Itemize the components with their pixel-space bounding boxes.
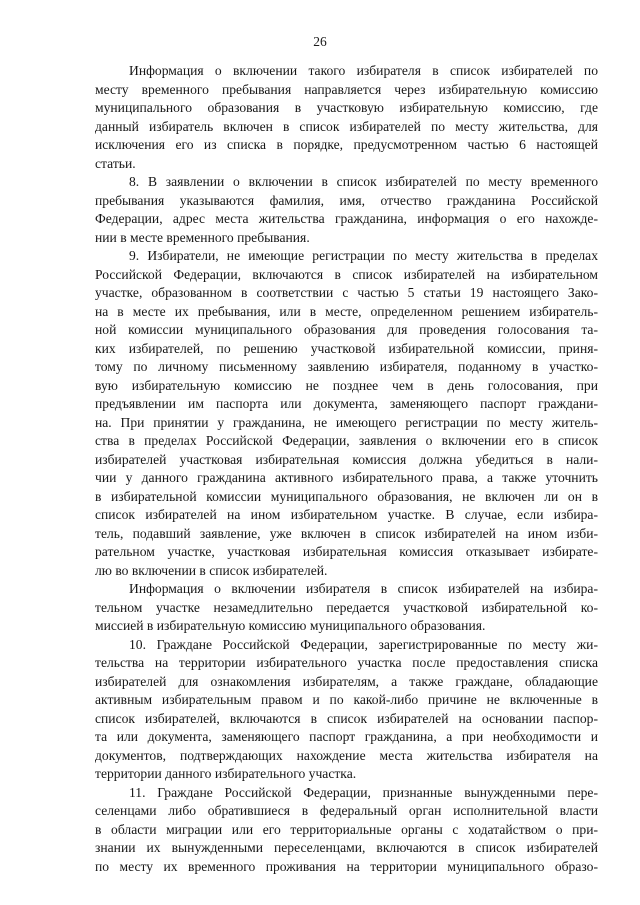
text-line: 8. В заявлении о включении в список избирателей по месту временного	[129, 174, 598, 189]
text-line: знании их вынужденными переселенцами, включаются в список избирателей	[95, 840, 598, 855]
text-line: чии у данного гражданина активного избирательного права, а также уточнить	[95, 470, 598, 485]
text-line: тель, подавший заявление, уже включен в список избирателей на ином изби-	[95, 525, 598, 541]
text-line: по месту их временного проживания на территории муниципального образо-	[95, 858, 598, 874]
text-line: лю во включении в список избирателей.	[95, 562, 328, 578]
text-line: на в месте их пребывания, или в месте, определенном решением избиратель-	[95, 303, 598, 319]
text-line: 10. Граждане Российской Федерации, зарегистрированные по месту жи-	[129, 636, 598, 652]
text-line: исключения его из списка в порядке, предусмотренном частью 6 настоящей	[95, 137, 598, 152]
text-line: ной комиссии муниципального образования для проведения голосования та-	[95, 322, 598, 337]
text-line: Федерации, адрес места жительства гражданина, информация о его нахожде-	[95, 211, 598, 226]
body-text	[95, 62, 598, 876]
text-line: тому по личному письменному заявлению избирателя, поданному в участко-	[95, 359, 598, 374]
text-line: предъявлении им паспорта или документа, заменяющего паспорт граждани-	[95, 396, 598, 411]
text-line: Информация о включении избирателя в список избирателей на избира-	[129, 581, 598, 596]
text-line: та или документа, заменяющего паспорт гражданина, а при необходимости и	[95, 729, 598, 744]
text-line: в области миграции или его территориальные органы с ходатайством о при-	[95, 821, 598, 837]
text-line: территории данного избирательного участка.	[95, 766, 357, 781]
text-line: участке, образованном в соответствии с частью 5 статьи 19 настоящего Зако-	[95, 285, 598, 300]
text-line: месту временного пребывания направляется через избирательную комиссию	[95, 81, 598, 97]
text-line: ких избирателей, по решению участковой избирательной комиссии, приня-	[95, 340, 598, 356]
text-line: список избирателей на ином избирательном участке. В случае, если избира-	[95, 507, 598, 522]
text-line: муниципального образования в участковую избирательную комиссию, где	[95, 100, 598, 115]
page-number: 26	[313, 34, 327, 49]
text-line: на. При принятии у гражданина, не имеющего регистрации по месту житель-	[95, 414, 598, 430]
text-line: тельства на территории избирательного участка после предоставления списка	[95, 655, 598, 670]
text-line: рательном участке, участковая избирательная комиссия отказывает избирате-	[95, 544, 598, 559]
text-line: ства в пределах Российской Федерации, заявления о включении его в список	[95, 433, 598, 448]
text-line: 11. Граждане Российской Федерации, признанные вынужденными пере-	[129, 784, 598, 800]
text-line: список избирателей, включаются в список избирателей на основании паспор-	[95, 710, 598, 726]
text-line: миссией в избирательную комиссию муниципального образования.	[95, 618, 486, 633]
text-line: документов, подтверждающих нахождение места жительства избирателя на	[95, 747, 598, 763]
text-line: активным избирательным правом и по какой-либо причине не включенные в	[95, 692, 598, 707]
text-line: Информация о включении такого избирателя в список избирателей по	[129, 63, 598, 78]
text-line: вую избирательную комиссию не позднее чем в день голосования, при	[95, 377, 598, 393]
text-line: тельном участке незамедлительно передается участковой избирательной ко-	[95, 599, 598, 615]
text-line: статьи.	[95, 155, 136, 171]
text-line: нии в месте временного пребывания.	[95, 229, 310, 245]
text-line: Российской Федерации, включаются в список избирателей на избирательном	[95, 266, 598, 282]
text-line: пребывания указываются фамилия, имя, отчество гражданина Российской	[95, 192, 598, 208]
text-line: данный избиратель включен в список избирателей по месту жительства, для	[95, 118, 598, 134]
text-line: избирателей для ознакомления избирателям, а также граждане, обладающие	[95, 673, 598, 689]
text-line: в избирательной комиссии муниципального образования, не включен ли он в	[95, 488, 598, 504]
text-line: селенцами либо обратившиеся в федеральный орган исполнительной власти	[95, 803, 598, 818]
text-line: избирателей участковая избирательная комиссия должна убедиться в нали-	[95, 451, 598, 467]
text-line: 9. Избиратели, не имеющие регистрации по месту жительства в пределах	[129, 248, 598, 263]
